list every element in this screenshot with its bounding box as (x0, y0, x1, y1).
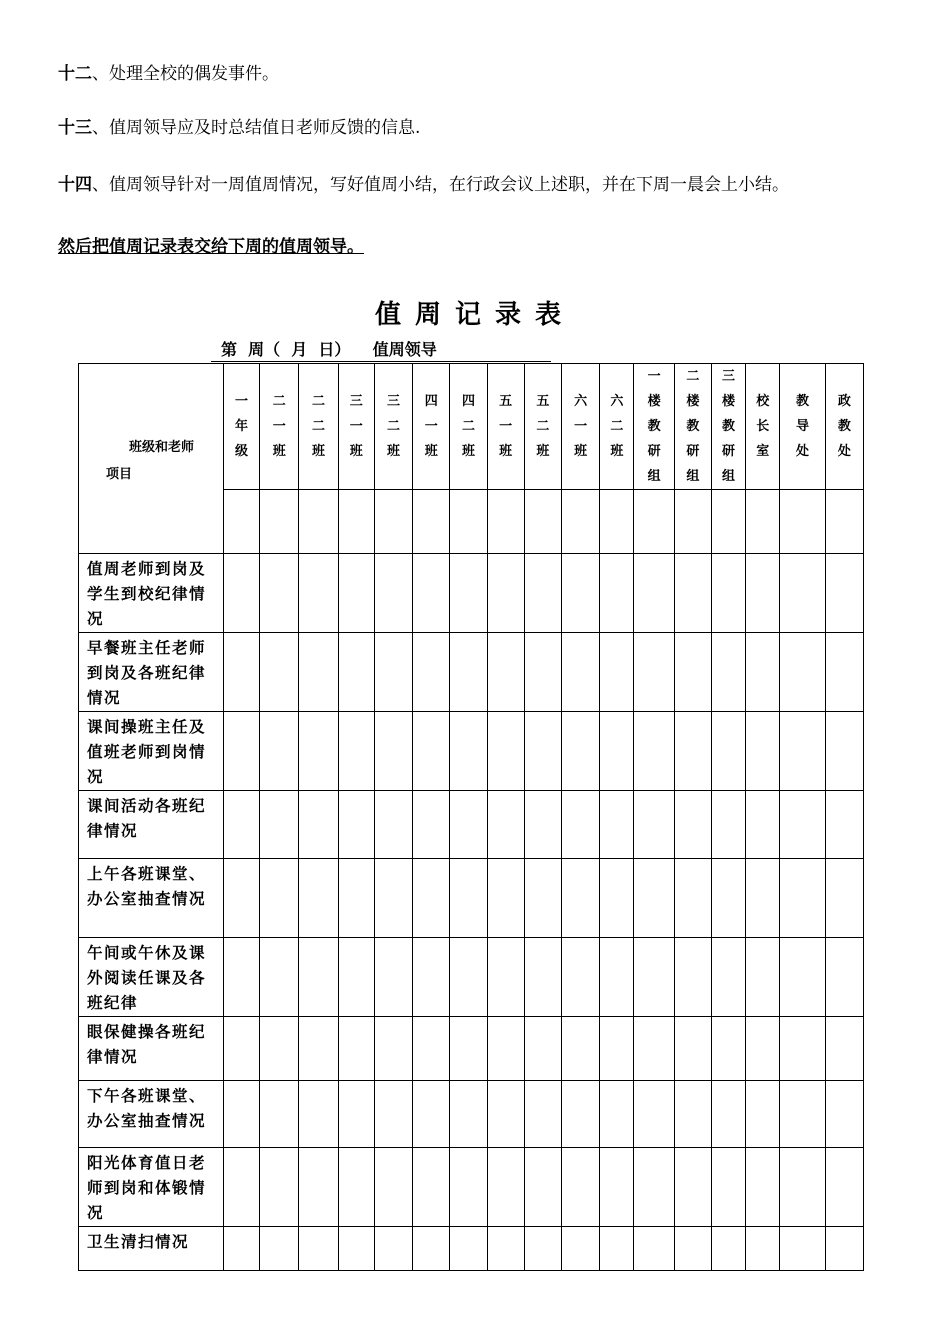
record-cell[interactable] (374, 1081, 412, 1148)
column-header-char: 班 (424, 444, 438, 459)
record-cell[interactable] (600, 1148, 634, 1227)
column-header-char: 一 (424, 419, 438, 434)
column-header-char: 二 (610, 419, 624, 434)
record-cell[interactable] (562, 1148, 600, 1227)
record-cell[interactable] (825, 791, 863, 859)
column-header-char: 长 (756, 419, 770, 434)
paragraph-text: 、处理全校的偶发事件。 (92, 64, 279, 84)
record-cell[interactable] (674, 791, 711, 859)
page-title: 值周记录表 (374, 300, 575, 330)
record-cell[interactable] (780, 1081, 825, 1148)
record-cell[interactable] (260, 554, 299, 633)
column-header-char: 教 (686, 419, 700, 434)
record-cell[interactable] (450, 712, 487, 791)
blank-cell (825, 490, 863, 554)
column-header-char: 二 (272, 394, 286, 409)
row-label: 卫生清扫情况 (79, 1227, 224, 1271)
column-header-char: 政 (837, 394, 851, 409)
record-cell[interactable] (413, 791, 450, 859)
blank-cell (674, 490, 711, 554)
paragraph-number: 十四 (58, 175, 92, 195)
week-info-line (211, 339, 551, 362)
corner-label-items: 项目 (106, 467, 133, 482)
column-header-char: 班 (499, 444, 513, 459)
column-header (825, 364, 863, 490)
column-header-char: 级 (235, 444, 249, 459)
column-header-char: 二 (536, 419, 550, 434)
record-row (79, 938, 864, 1017)
record-cell[interactable] (413, 633, 450, 712)
record-cell[interactable] (711, 938, 745, 1017)
column-header-char: 二 (312, 394, 326, 409)
record-cell[interactable] (338, 791, 374, 859)
row-label: 眼保健操各班纪律情况 (79, 1017, 224, 1081)
record-cell[interactable] (674, 1081, 711, 1148)
row-label: 阳光体育值日老师到岗和体锻情况 (79, 1148, 224, 1227)
record-cell[interactable] (413, 859, 450, 938)
record-cell[interactable] (524, 1148, 561, 1227)
column-header-char: 教 (647, 419, 661, 434)
row-label: 下午各班课堂、办公室抽查情况 (79, 1081, 224, 1148)
column-header (711, 364, 745, 490)
row-label: 课间操班主任及值班老师到岗情况 (79, 712, 224, 791)
record-cell[interactable] (450, 554, 487, 633)
record-cell[interactable] (338, 1017, 374, 1081)
column-header-char: 一 (272, 419, 286, 434)
record-cell[interactable] (746, 712, 780, 791)
record-cell[interactable] (562, 1081, 600, 1148)
column-header-char: 楼 (722, 394, 736, 409)
record-cell[interactable] (746, 938, 780, 1017)
paragraph-number: 十二 (58, 64, 92, 84)
record-cell[interactable] (562, 938, 600, 1017)
column-header-char: 班 (349, 444, 363, 459)
record-cell[interactable] (711, 1148, 745, 1227)
column-header-char: 一 (235, 394, 249, 409)
record-cell[interactable] (223, 1227, 259, 1271)
record-cell[interactable] (487, 1148, 524, 1227)
record-cell[interactable] (825, 1227, 863, 1271)
record-cell[interactable] (413, 1017, 450, 1081)
record-cell[interactable] (634, 1227, 674, 1271)
record-cell[interactable] (524, 791, 561, 859)
record-cell[interactable] (223, 554, 259, 633)
column-header-char: 班 (536, 444, 550, 459)
row-label: 午间或午休及课外阅读任课及各班纪律 (79, 938, 224, 1017)
record-cell[interactable] (413, 1227, 450, 1271)
record-cell[interactable] (780, 554, 825, 633)
record-cell[interactable] (374, 1227, 412, 1271)
record-cell[interactable] (674, 712, 711, 791)
record-row (79, 554, 864, 633)
record-cell[interactable] (746, 859, 780, 938)
record-cell[interactable] (487, 938, 524, 1017)
record-cell[interactable] (299, 1148, 338, 1227)
column-header-char: 室 (756, 444, 770, 459)
record-cell[interactable] (299, 554, 338, 633)
record-cell[interactable] (600, 1081, 634, 1148)
column-header-char: 三 (722, 369, 736, 384)
record-cell[interactable] (600, 938, 634, 1017)
record-cell[interactable] (299, 938, 338, 1017)
record-cell[interactable] (674, 1017, 711, 1081)
record-cell[interactable] (260, 791, 299, 859)
record-cell[interactable] (487, 1081, 524, 1148)
record-cell[interactable] (562, 791, 600, 859)
record-cell[interactable] (299, 859, 338, 938)
column-header-char: 六 (574, 394, 588, 409)
column-header (600, 364, 634, 490)
column-header-char: 班 (272, 444, 286, 459)
column-header-char: 二 (386, 419, 400, 434)
record-cell[interactable] (634, 1017, 674, 1081)
record-cell[interactable] (374, 712, 412, 791)
column-header-char: 研 (647, 444, 661, 459)
week-info-text: 第 周（ 月 日） 值周领导 (221, 340, 437, 359)
record-cell[interactable] (711, 791, 745, 859)
record-row (79, 791, 864, 859)
column-header-char: 四 (461, 394, 475, 409)
column-header-char: 三 (349, 394, 363, 409)
record-cell[interactable] (223, 1148, 259, 1227)
record-cell[interactable] (413, 554, 450, 633)
blank-cell (562, 490, 600, 554)
column-header-char: 一 (647, 369, 661, 384)
record-cell[interactable] (487, 1017, 524, 1081)
record-cell[interactable] (450, 1017, 487, 1081)
record-cell[interactable] (299, 1017, 338, 1081)
column-header-char: 一 (499, 419, 513, 434)
record-cell[interactable] (711, 712, 745, 791)
blank-cell (223, 490, 259, 554)
record-cell[interactable] (634, 1148, 674, 1227)
column-header-char: 二 (461, 419, 475, 434)
record-row (79, 712, 864, 791)
record-cell[interactable] (600, 633, 634, 712)
record-cell[interactable] (711, 554, 745, 633)
paragraph-12 (58, 62, 279, 86)
blank-cell (600, 490, 634, 554)
record-cell[interactable] (338, 859, 374, 938)
column-header (338, 364, 374, 490)
column-header-char: 五 (499, 394, 513, 409)
record-cell[interactable] (450, 938, 487, 1017)
record-cell[interactable] (780, 633, 825, 712)
record-cell[interactable] (780, 791, 825, 859)
column-header-char: 教 (837, 419, 851, 434)
record-cell[interactable] (524, 938, 561, 1017)
record-row (79, 1017, 864, 1081)
record-cell[interactable] (825, 938, 863, 1017)
column-header-char: 楼 (686, 394, 700, 409)
record-cell[interactable] (524, 633, 561, 712)
column-header-char: 组 (686, 469, 700, 484)
record-cell[interactable] (524, 712, 561, 791)
record-cell[interactable] (450, 859, 487, 938)
record-cell[interactable] (634, 1081, 674, 1148)
record-cell[interactable] (746, 791, 780, 859)
corner-label-classes: 班级和老师 (129, 440, 195, 455)
row-label: 课间活动各班纪律情况 (79, 791, 224, 859)
record-cell[interactable] (413, 712, 450, 791)
record-cell[interactable] (674, 859, 711, 938)
record-cell[interactable] (450, 1081, 487, 1148)
column-header-char: 四 (424, 394, 438, 409)
record-cell[interactable] (746, 1227, 780, 1271)
record-cell[interactable] (825, 1081, 863, 1148)
record-cell[interactable] (260, 1017, 299, 1081)
header-row (79, 364, 864, 490)
record-cell[interactable] (260, 633, 299, 712)
blank-cell (299, 490, 338, 554)
column-header (450, 364, 487, 490)
record-cell[interactable] (674, 1227, 711, 1271)
column-header-char: 组 (647, 469, 661, 484)
record-cell[interactable] (487, 633, 524, 712)
record-cell[interactable] (299, 1081, 338, 1148)
record-cell[interactable] (746, 1148, 780, 1227)
record-row (79, 1081, 864, 1148)
record-cell[interactable] (299, 712, 338, 791)
blank-cell (374, 490, 412, 554)
record-cell[interactable] (260, 712, 299, 791)
record-cell[interactable] (338, 1148, 374, 1227)
record-cell[interactable] (260, 1081, 299, 1148)
record-cell[interactable] (524, 859, 561, 938)
paragraph-13 (58, 116, 420, 140)
record-cell[interactable] (600, 859, 634, 938)
record-row (79, 633, 864, 712)
record-cell[interactable] (413, 1148, 450, 1227)
record-cell[interactable] (374, 554, 412, 633)
record-cell[interactable] (338, 554, 374, 633)
column-header-char: 教 (722, 419, 736, 434)
record-cell[interactable] (260, 1148, 299, 1227)
duty-record-table (78, 363, 864, 1271)
record-cell[interactable] (374, 633, 412, 712)
blank-cell (711, 490, 745, 554)
paragraph-number: 十三 (58, 118, 92, 138)
column-header (780, 364, 825, 490)
record-cell[interactable] (746, 1081, 780, 1148)
record-cell[interactable] (450, 1148, 487, 1227)
column-header-char: 一 (574, 419, 588, 434)
record-cell[interactable] (674, 633, 711, 712)
record-cell[interactable] (674, 938, 711, 1017)
column-header-char: 处 (837, 444, 851, 459)
record-cell[interactable] (780, 938, 825, 1017)
column-header-char: 班 (574, 444, 588, 459)
record-cell[interactable] (223, 1081, 259, 1148)
record-cell[interactable] (338, 712, 374, 791)
record-cell[interactable] (487, 791, 524, 859)
record-cell[interactable] (600, 712, 634, 791)
record-cell[interactable] (600, 554, 634, 633)
column-header (746, 364, 780, 490)
record-cell[interactable] (746, 633, 780, 712)
blank-cell (634, 490, 674, 554)
column-header (374, 364, 412, 490)
record-cell[interactable] (825, 1017, 863, 1081)
column-header-char: 班 (386, 444, 400, 459)
record-row (79, 1227, 864, 1271)
column-header (413, 364, 450, 490)
column-header-char: 五 (536, 394, 550, 409)
record-cell[interactable] (674, 1148, 711, 1227)
row-label: 上午各班课堂、办公室抽查情况 (79, 859, 224, 938)
blank-cell (780, 490, 825, 554)
record-cell[interactable] (825, 712, 863, 791)
record-cell[interactable] (450, 633, 487, 712)
row-label: 早餐班主任老师到岗及各班纪律情况 (79, 633, 224, 712)
record-cell[interactable] (338, 1081, 374, 1148)
record-cell[interactable] (524, 1227, 561, 1271)
record-cell[interactable] (223, 938, 259, 1017)
record-cell[interactable] (374, 1148, 412, 1227)
column-header-char: 研 (686, 444, 700, 459)
record-cell[interactable] (260, 938, 299, 1017)
record-cell[interactable] (562, 633, 600, 712)
record-cell[interactable] (634, 791, 674, 859)
corner-header-cell (79, 364, 224, 554)
record-cell[interactable] (600, 1017, 634, 1081)
column-header-char: 班 (461, 444, 475, 459)
column-header (223, 364, 259, 490)
column-header (562, 364, 600, 490)
blank-cell (260, 490, 299, 554)
record-cell[interactable] (487, 859, 524, 938)
column-header (260, 364, 299, 490)
blank-cell (524, 490, 561, 554)
column-header-char: 二 (312, 419, 326, 434)
column-header-char: 处 (795, 444, 809, 459)
record-cell[interactable] (524, 1081, 561, 1148)
record-cell[interactable] (413, 1081, 450, 1148)
record-cell[interactable] (711, 1081, 745, 1148)
record-cell[interactable] (562, 712, 600, 791)
column-header-char: 校 (756, 394, 770, 409)
record-cell[interactable] (780, 1227, 825, 1271)
record-cell[interactable] (487, 712, 524, 791)
record-cell[interactable] (562, 554, 600, 633)
record-cell[interactable] (223, 712, 259, 791)
record-cell[interactable] (711, 859, 745, 938)
column-header-char: 研 (722, 444, 736, 459)
record-cell[interactable] (374, 938, 412, 1017)
record-cell[interactable] (825, 554, 863, 633)
column-header (299, 364, 338, 490)
paragraph-14 (58, 173, 789, 197)
record-cell[interactable] (746, 554, 780, 633)
record-cell[interactable] (487, 1227, 524, 1271)
record-cell[interactable] (600, 1227, 634, 1271)
record-cell[interactable] (260, 1227, 299, 1271)
paragraph-text: 、值周领导应及时总结值日老师反馈的信息. (92, 118, 421, 138)
record-cell[interactable] (711, 1017, 745, 1081)
column-header-char: 一 (349, 419, 363, 434)
record-cell[interactable] (223, 791, 259, 859)
column-header (487, 364, 524, 490)
record-cell[interactable] (634, 633, 674, 712)
record-cell[interactable] (223, 633, 259, 712)
record-cell[interactable] (338, 938, 374, 1017)
column-header (674, 364, 711, 490)
record-cell[interactable] (299, 791, 338, 859)
column-header-char: 组 (722, 469, 736, 484)
record-cell[interactable] (825, 1148, 863, 1227)
record-cell[interactable] (634, 938, 674, 1017)
record-cell[interactable] (634, 712, 674, 791)
record-cell[interactable] (634, 859, 674, 938)
record-cell[interactable] (562, 859, 600, 938)
record-cell[interactable] (711, 1227, 745, 1271)
record-cell[interactable] (524, 554, 561, 633)
record-cell[interactable] (562, 1017, 600, 1081)
column-header-char: 年 (235, 419, 249, 434)
record-cell[interactable] (374, 1017, 412, 1081)
record-cell[interactable] (374, 859, 412, 938)
record-cell[interactable] (780, 1017, 825, 1081)
column-header-char: 班 (312, 444, 326, 459)
column-header-char: 楼 (647, 394, 661, 409)
column-header-char: 三 (386, 394, 400, 409)
record-cell[interactable] (634, 554, 674, 633)
record-cell[interactable] (374, 791, 412, 859)
column-header-char: 六 (610, 394, 624, 409)
record-cell[interactable] (450, 1227, 487, 1271)
column-header-char: 二 (686, 369, 700, 384)
column-header (524, 364, 561, 490)
record-cell[interactable] (780, 1148, 825, 1227)
column-header-char: 班 (610, 444, 624, 459)
blank-cell (413, 490, 450, 554)
record-cell[interactable] (223, 1017, 259, 1081)
column-header-char: 导 (795, 419, 809, 434)
record-row (79, 859, 864, 938)
blank-cell (338, 490, 374, 554)
record-cell[interactable] (825, 633, 863, 712)
handover-note: 然后把值周记录表交给下周的值周领导。 (58, 237, 364, 257)
column-header (634, 364, 674, 490)
record-cell[interactable] (780, 859, 825, 938)
record-cell[interactable] (711, 633, 745, 712)
record-cell[interactable] (562, 1227, 600, 1271)
record-row (79, 1148, 864, 1227)
record-cell[interactable] (780, 712, 825, 791)
record-cell[interactable] (674, 554, 711, 633)
row-label: 值周老师到岗及学生到校纪律情况 (79, 554, 224, 633)
record-cell[interactable] (487, 554, 524, 633)
column-header-char: 教 (795, 394, 809, 409)
record-cell[interactable] (299, 633, 338, 712)
record-cell[interactable] (413, 938, 450, 1017)
record-cell[interactable] (600, 791, 634, 859)
record-cell[interactable] (746, 1017, 780, 1081)
record-cell[interactable] (524, 1017, 561, 1081)
blank-cell (450, 490, 487, 554)
record-cell[interactable] (299, 1227, 338, 1271)
record-cell[interactable] (260, 859, 299, 938)
record-cell[interactable] (338, 633, 374, 712)
paragraph-text: 、值周领导针对一周值周情况，写好值周小结，在行政会议上述职，并在下周一晨会上小结。 (92, 175, 789, 195)
record-cell[interactable] (450, 791, 487, 859)
record-cell[interactable] (223, 859, 259, 938)
record-cell[interactable] (338, 1227, 374, 1271)
blank-cell (746, 490, 780, 554)
record-cell[interactable] (825, 859, 863, 938)
blank-cell (487, 490, 524, 554)
